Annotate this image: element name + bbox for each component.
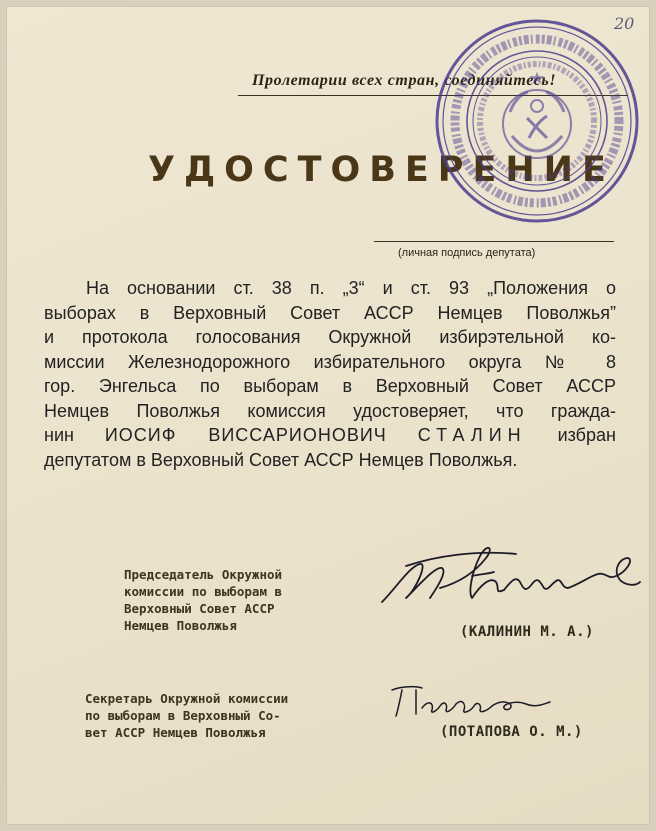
official-seal-stamp [432,16,642,226]
chairman-title-line: Немцев Поволжья [124,618,237,633]
secretary-title [85,690,288,741]
body-line: выборах в Верховный Совет АССР Немцев Поволжья” [44,302,616,323]
chairman-title-line: Верховный Совет АССР [124,601,275,616]
secretary-title-line: по выборам в Верховный Со- [85,708,281,723]
document-title: УДОСТОВЕРЕНИЕ [148,150,615,190]
deputy-surname: СТАЛИН [417,425,527,445]
body-line-suffix: избран [557,425,616,445]
deputy-name: ИОСИФ ВИССАРИОНОВИЧ [104,425,387,445]
chairman-name: (КАЛИНИН М. А.) [460,624,594,640]
secretary-title-line: вет АССР Немцев Поволжья [85,725,266,740]
body-line: депутатом в Верховный Совет АССР Немцев Поволжья. [44,449,518,470]
archive-number: 20 [614,14,635,33]
chairman-title [124,566,282,634]
body-line: На основании ст. 38 п. „3“ и ст. 93 „Положения о [86,278,616,298]
secretary-name: (ПОТАПОВА О. М.) [440,724,583,740]
body-line-prefix: нин [44,425,74,445]
body-line: гор. Энгельса по выборам в Верховный Совет АССР [44,376,616,396]
body-line: Немцев Поволжья комиссия удостоверяет, что гражда- [44,400,616,421]
signature-line [374,241,614,242]
body-line: миссии Железнодорожного избирательного округа № 8 [44,351,616,372]
chairman-title-line: Председатель Окружной [124,567,283,582]
certificate-body [44,276,616,472]
body-line: и протокола голосования Окружной избирэтельной ко- [44,327,616,347]
secretary-signature [386,680,556,724]
body-line-deputy [44,423,616,448]
signature-caption: (личная подпись депутата) [398,247,536,259]
motto: Пролетарии всех стран, соединяйтесь! [252,72,557,89]
chairman-signature [376,536,646,616]
secretary-title-line: Секретарь Окружной комиссии [85,691,289,706]
chairman-title-line: комиссии по выборам в [124,584,283,599]
